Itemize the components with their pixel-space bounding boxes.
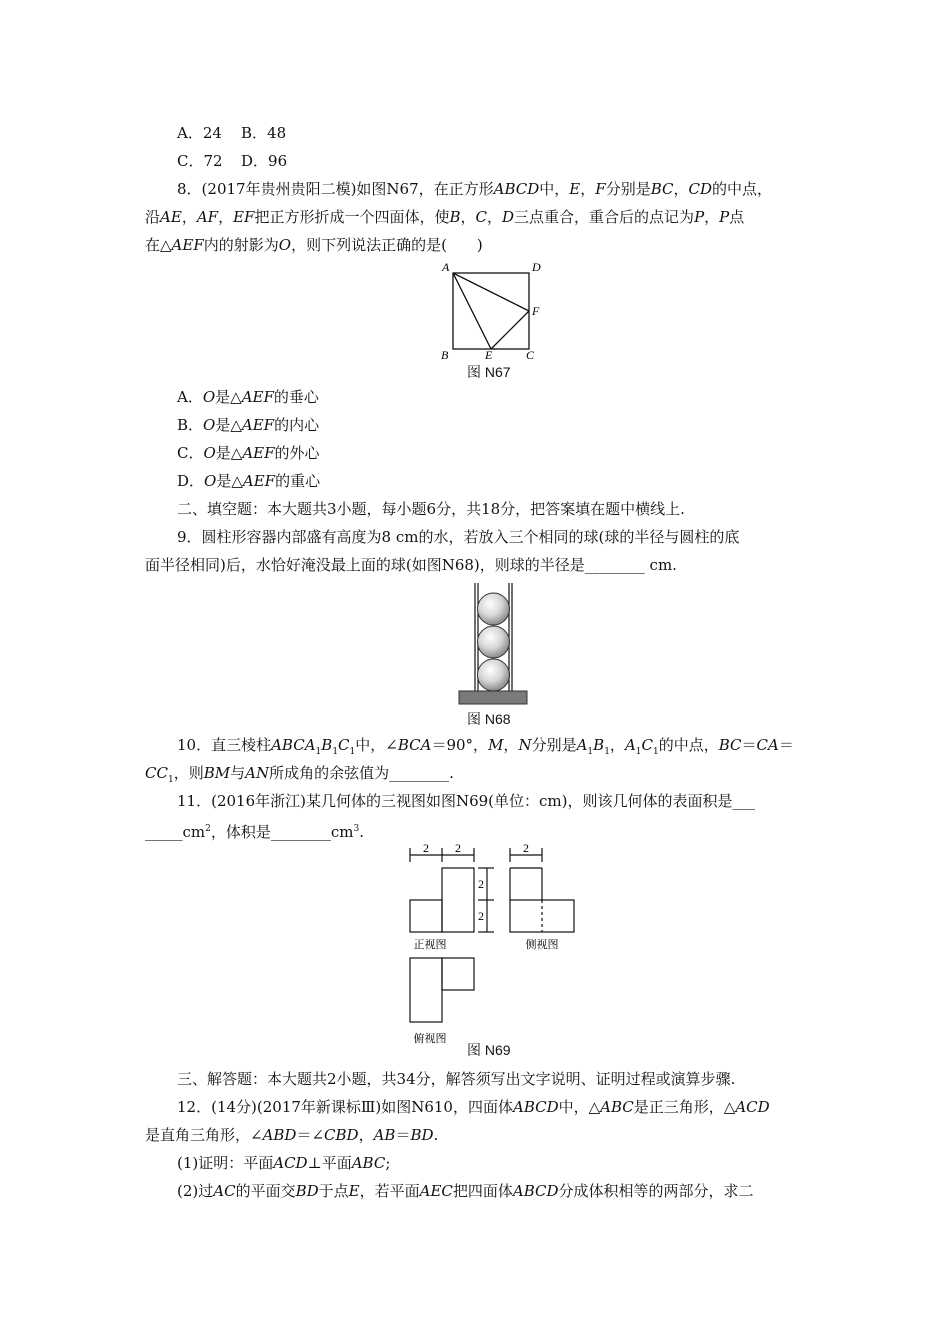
dim-label: 2	[455, 841, 461, 855]
q12-part-2: (2)过AC的平面交BD于点E，若平面AEC把四面体ABCD分成体积相等的两部分，求二	[177, 1182, 754, 1200]
figure-n68	[458, 579, 538, 707]
q8-option-b: B．O是△AEF的内心	[177, 416, 320, 434]
q11-line-2: $\_\_\_\_\_cm^2$，体积是$\_\_\_\_\_\_\_\_cm^3$.	[145, 823, 364, 841]
q8-line-2: 沿AE，AF，EF把正方形折成一个四面体，使B，C，D三点重合，重合后的点记为P，P点	[145, 208, 745, 226]
q11-line-1: 11．(2016年浙江)某几何体的三视图如图N69(单位：cm)，则该几何体的表面积是___	[177, 792, 756, 810]
fig-label-b: B	[441, 348, 449, 362]
side-view-label: 侧视图	[525, 939, 559, 951]
q8-option-c: C．O是△AEF的外心	[177, 444, 320, 462]
q10-line-2: $CC_1$，则BM与AN所成角的余弦值为________.	[145, 764, 454, 785]
section-2-heading: 二、填空题：本大题共3小题，每小题6分，共18分，把答案填在题中横线上.	[177, 500, 685, 518]
figure-n67	[438, 259, 568, 362]
q8-line-1: 8．(2017年贵州贵阳二模)如图N67，在正方形ABCD中，E，F分别是BC，CD的中点，	[177, 180, 773, 198]
q8-line-3: 在△AEF内的射影为O，则下列说法正确的是( )	[145, 236, 483, 254]
q9-line-2: 面半径相同)后，水恰好淹没最上面的球(如图N68)，则球的半径是________ cm.	[145, 556, 677, 574]
dim-label: 2	[478, 877, 484, 891]
q12-line-2: 是直角三角形，∠ABD＝∠CBD，AB＝BD.	[145, 1126, 439, 1144]
dim-label: 2	[478, 909, 484, 923]
q7-option-a: A．24	[177, 124, 222, 142]
fig-label-d: D	[532, 260, 541, 274]
front-view-label: 正视图	[413, 939, 447, 951]
q9-line-1: 9．圆柱形容器内部盛有高度为8 cm的水，若放入三个相同的球(球的半径与圆柱的底	[177, 528, 740, 546]
q7-option-b: B．48	[241, 124, 287, 142]
top-view-label: 俯视图	[413, 1033, 447, 1045]
q7-option-d: D．96	[241, 152, 288, 170]
fig-label-e: E	[485, 348, 493, 362]
q12-part-1: (1)证明：平面ACD⊥平面ABC;	[177, 1154, 391, 1172]
q12-line-1: 12．(14分)(2017年新课标Ⅲ)如图N610，四面体ABCD中，△ABC是正三角形，△ACD	[177, 1098, 770, 1116]
fig-label-f: F	[532, 304, 540, 318]
fig-n67-caption: 图 N67	[467, 364, 511, 380]
dim-label: 2	[423, 841, 429, 855]
q10-line-1: 10．直三棱柱$ABCA_1B_1C_1$中，∠BCA＝90°，M，N分别是$A_1B_1$，$A_1C_1$的中点，BC＝CA＝	[177, 736, 794, 757]
q7-option-c: C．72	[177, 152, 223, 170]
dim-label: 2	[523, 841, 529, 855]
fig-label-c: C	[526, 348, 535, 362]
section-3-heading: 三、解答题：本大题共2小题，共34分，解答须写出文字说明、证明过程或演算步骤.	[177, 1070, 736, 1088]
fig-n68-caption: 图 N68	[467, 711, 511, 727]
fig-label-a: A	[442, 260, 450, 274]
q8-option-a: A．O是△AEF的垂心	[177, 388, 319, 406]
figure-n69	[404, 840, 584, 1048]
q8-option-d: D．O是△AEF的重心	[177, 472, 321, 490]
fig-n69-caption: 图 N69	[467, 1042, 511, 1058]
